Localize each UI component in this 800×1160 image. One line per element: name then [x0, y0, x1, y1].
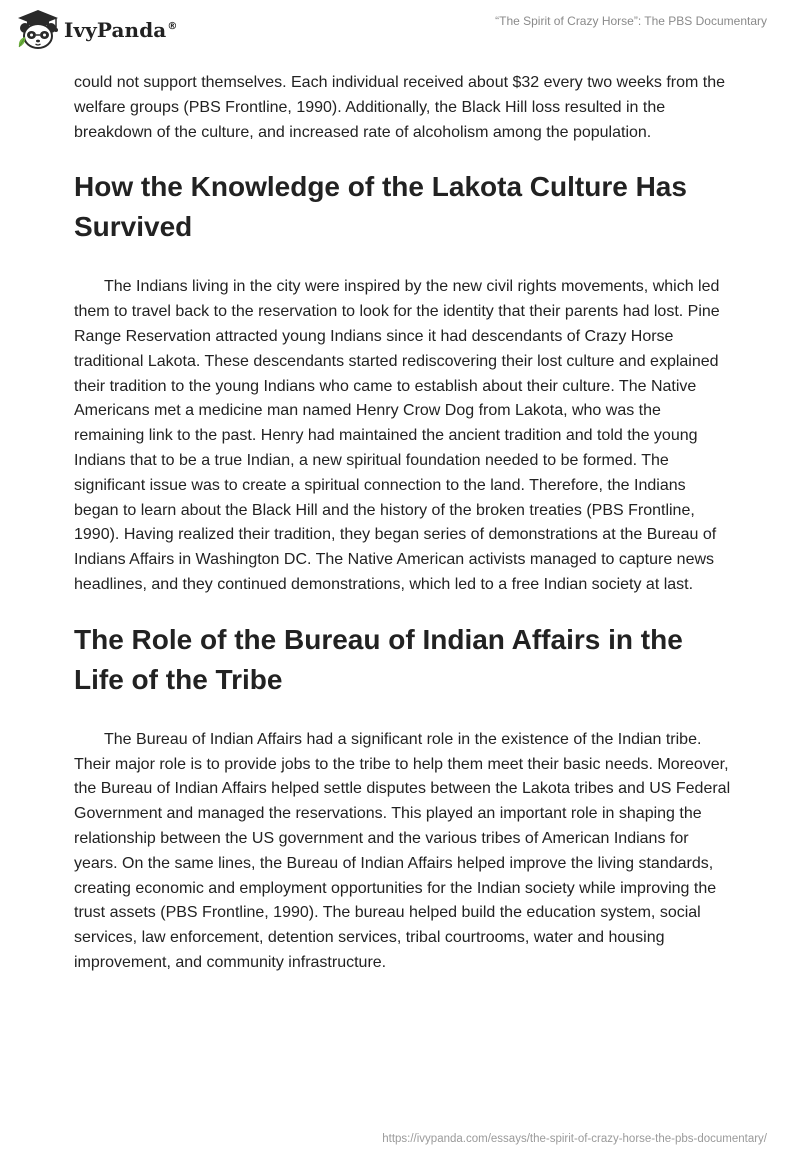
section-heading-bureau-role: The Role of the Bureau of Indian Affairs in the Life of the Tribe: [74, 623, 683, 695]
section-heading-lakota-culture: How the Knowledge of the Lakota Culture Has Survived: [74, 171, 687, 243]
logo-wordmark: [64, 18, 177, 42]
page-header: [0, 0, 800, 62]
paragraph-lakota-culture: The Indians living in the city were inspired by the new civil rights movements, which led them to travel back to the reservation to look for the identity that their parents had lost. Pine Range Reservation attracted young Indians since it had descendants of Crazy Horse traditional Lakota. These descendants started rediscovering their lost culture and explained their tradition to the young Indians who came to establish about their culture. The Native Americans met a medicine man named Henry Crow Dog from Lakota, who was the remaining link to the past. Henry had maintained the ancient tradition and told the young Indians that to be a true Indian, a new spiritual foundation needed to be formed. The significant issue was to create a spiritual connection to the land. Therefore, the Indians began to learn about the Black Hill and the history of the broken treaties (PBS Frontline, 1990). Having realized their tradition, they began series of demonstrations at the Bureau of Indians Affairs in Washington DC. The Native American activists managed to capture news headlines, and they continued demonstrations, which led to a free Indian society at last.: [74, 278, 720, 593]
logo-text: IvyPanda: [64, 18, 167, 42]
paragraph-continued: could not support themselves. Each individual received about $32 every two weeks from the welfare groups (PBS Frontline, 1990). Additionally, the Black Hill loss resulted in the breakdown of the culture, and increased rate of alcoholism among the population.: [74, 74, 726, 141]
ivypanda-logo[interactable]: [16, 9, 177, 51]
source-url-link[interactable]: https://ivypanda.com/essays/the-spirit-of-crazy-horse-the-pbs-documentary/: [382, 1133, 767, 1145]
document-title: “The Spirit of Crazy Horse”: The PBS Documentary: [495, 14, 767, 28]
paragraph-bureau-role: The Bureau of Indian Affairs had a significant role in the existence of the Indian tribe. Their major role is to provide jobs to the tribe to help them meet their basic needs. Moreover, the Bureau of Indian Affairs helped settle disputes between the Lakota tribes and US Federal Government and managed the reservations. This played an important role in shaping the relationship between the US government and the various tribes of American Indians for years. On the same lines, the Bureau of Indian Affairs helped improve the living standards, creating economic and employment opportunities for the Indian society while improving the trust assets (PBS Frontline, 1990). The bureau helped build the education system, social services, law enforcement, detention services, tribal courtrooms, water and housing improvement, and community infrastructure.: [74, 730, 731, 971]
registered-mark: ®: [167, 21, 178, 33]
essay-content: [74, 71, 734, 976]
panda-graduate-icon: [16, 9, 60, 51]
